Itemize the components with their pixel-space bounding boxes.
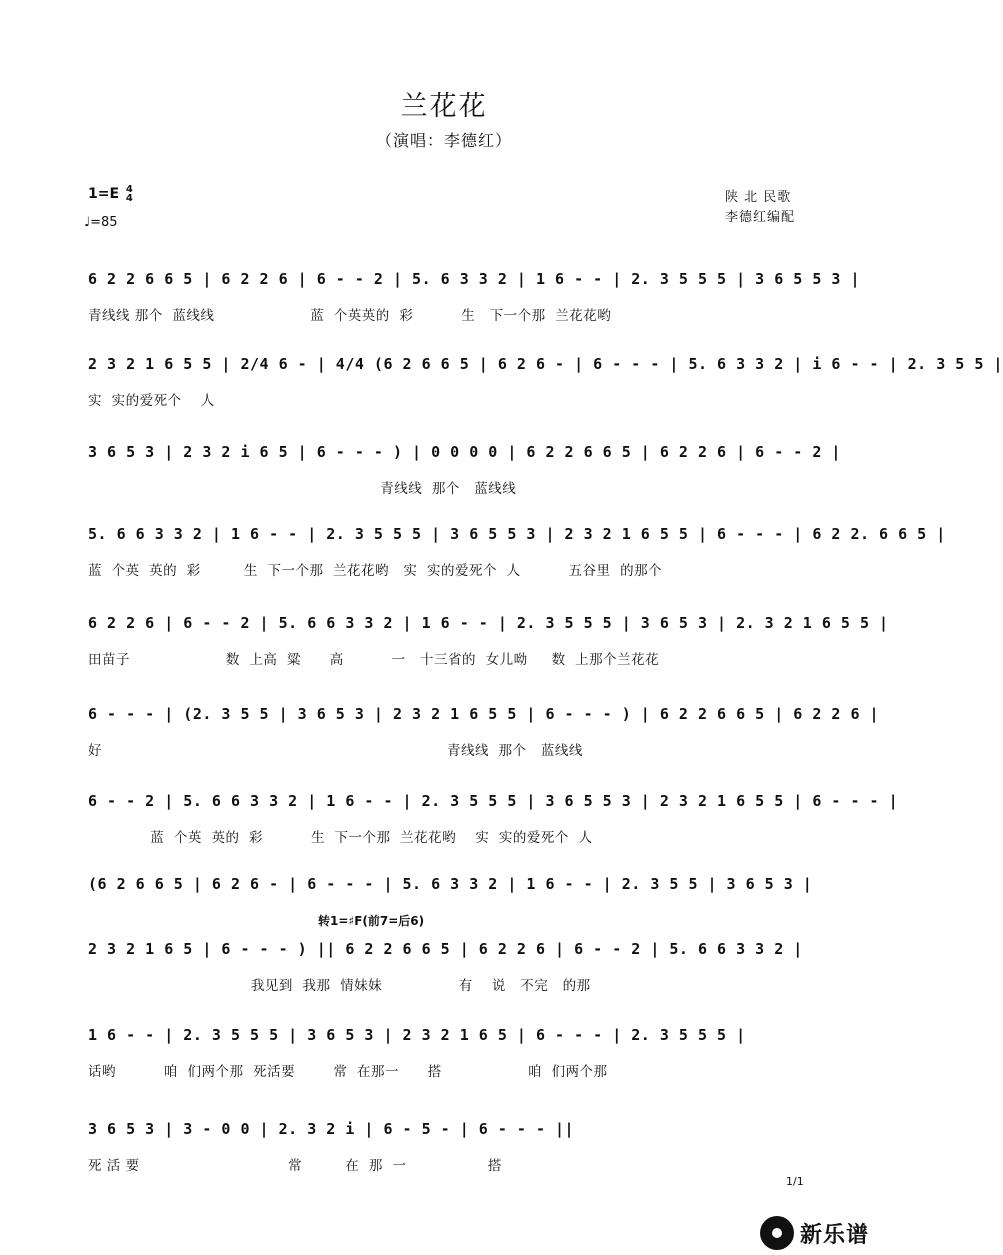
lyric-line: 死 活 要 常 在 那 一 搭 [88,1158,502,1174]
notation-line: 2 3 2 1 6 5 | 6 - - - ) || 6 2 2 6 6 5 | 6 2 2 6 | 6 - - 2 | 5. 6 6 3 3 2 | [88,940,803,958]
time-signature [126,185,133,203]
song-title: 兰花花 [400,91,488,122]
modulation-mark: 转1=♯F(前7=后6) [318,914,425,928]
logo-text: 新乐谱 [800,1222,870,1248]
notation-line: 2 3 2 1 6 5 5 | 2/4 6 - | 4/4 (6 2 6 6 5 | 6 2 6 - | 6 - - - | 5. 6 3 3 2 | i 6 - - | 2. 3 5 5 | [88,355,1003,373]
lyric-line: 实 实的爱死个 人 [88,393,215,409]
origin-credit: 陕 北 民歌 [725,190,792,205]
page-number: 1/1 [786,1175,804,1188]
key-label: 1=E [88,186,120,202]
lyric-line: 青线线 那个 蓝线线 蓝 个英英的 彩 生 下一个那 兰花花哟 [88,308,612,324]
notation-line: (6 2 6 6 5 | 6 2 6 - | 6 - - - | 5. 6 3 3 2 | 1 6 - - | 2. 3 5 5 | 3 6 5 3 | [88,875,813,893]
lyric-line: 我见到 我那 情妹妹 有 说 不完 的那 [88,978,591,994]
notation-line: 6 2 2 6 6 5 | 6 2 2 6 | 6 - - 2 | 5. 6 3 3 2 | 1 6 - - | 2. 3 5 5 5 | 3 6 5 5 3 | [88,270,860,288]
tempo-marking: ♩=85 [84,215,118,230]
lyric-line: 青线线 那个 蓝线线 [88,481,517,497]
lyric-line: 田苗子 数 上高 粱 高 一 十三省的 女儿呦 数 上那个兰花花 [88,652,660,668]
notation-line: 6 - - - | (2. 3 5 5 | 3 6 5 3 | 2 3 2 1 6 5 5 | 6 - - - ) | 6 2 2 6 6 5 | 6 2 2 6 | [88,705,880,723]
lyric-line: 蓝 个英 英的 彩 生 下一个那 兰花花哟 实 实的爱死个 人 五谷里 的那个 [88,563,663,579]
notation-line: 3 6 5 3 | 3 - 0 0 | 2. 3 2 i | 6 - 5 - | 6 - - - || [88,1120,575,1138]
record-disc-icon [760,1216,794,1250]
time-top: 4 [125,184,133,195]
key-signature [88,185,133,203]
lyric-line: 话哟 咱 们两个那 死活要 常 在那一 搭 咱 们两个那 [88,1064,608,1080]
notation-line: 6 - - 2 | 5. 6 6 3 3 2 | 1 6 - - | 2. 3 5 5 5 | 3 6 5 5 3 | 2 3 2 1 6 5 5 | 6 - - - | [88,792,899,810]
site-logo [760,1216,869,1250]
notation-line: 3 6 5 3 | 2 3 2 i 6 5 | 6 - - - ) | 0 0 0 0 | 6 2 2 6 6 5 | 6 2 2 6 | 6 - - 2 | [88,443,841,461]
notation-line: 6 2 2 6 | 6 - - 2 | 5. 6 6 3 3 2 | 1 6 - - | 2. 3 5 5 5 | 3 6 5 3 | 2. 3 2 1 6 5 5 | [88,614,889,632]
arranger-credit: 李德红编配 [725,210,796,225]
notation-line: 5. 6 6 3 3 2 | 1 6 - - | 2. 3 5 5 5 | 3 6 5 5 3 | 2 3 2 1 6 5 5 | 6 - - - | 6 2 2. 6 6 5 | [88,525,946,543]
time-bottom: 4 [125,193,133,204]
notation-line: 1 6 - - | 2. 3 5 5 5 | 3 6 5 3 | 2 3 2 1 6 5 | 6 - - - | 2. 3 5 5 5 | [88,1026,746,1044]
lyric-line: 蓝 个英 英的 彩 生 下一个那 兰花花哟 实 实的爱死个 人 [88,830,593,846]
lyric-line: 好 青线线 那个 蓝线线 [88,743,583,759]
song-subtitle: （演唱：李德红） [375,131,512,150]
